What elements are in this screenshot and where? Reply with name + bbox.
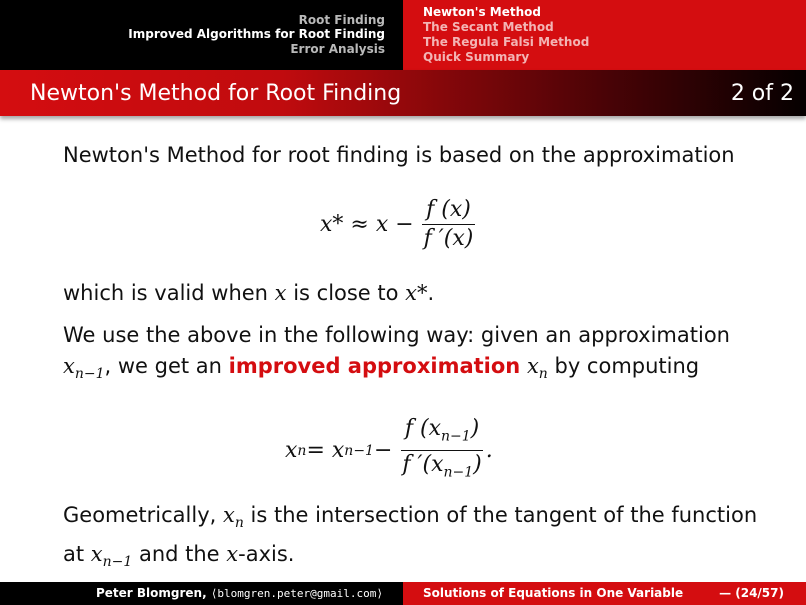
footer-page-number: — (24/57) <box>719 586 784 600</box>
math-sub: n <box>234 515 244 532</box>
footer-author-block <box>0 582 403 605</box>
math-sub: n−1 <box>74 366 105 383</box>
highlight-improved-approximation: improved approximation <box>228 354 521 378</box>
equation-newton-iteration <box>285 415 493 487</box>
text: is close to <box>286 281 406 305</box>
text: . <box>427 281 435 305</box>
nav-sub-newtons-method[interactable]: Newton's Method <box>423 5 541 19</box>
footer-bar <box>0 582 806 605</box>
footer-author <box>96 586 383 600</box>
nav-sub-regula-falsi[interactable]: The Regula Falsi Method <box>423 35 590 49</box>
eq2-fraction <box>398 415 485 487</box>
paragraph-validity <box>63 278 763 309</box>
text: and the <box>132 542 227 567</box>
math-x: x <box>90 542 103 567</box>
nav-section-error-analysis[interactable]: Error Analysis <box>290 42 385 56</box>
text-line: We use the above in the following way: given an approximation <box>63 323 730 347</box>
text <box>520 354 527 378</box>
paragraph-intro: Newton's Method for root finding is based on the approximation <box>63 143 735 167</box>
eq2-mid: = x <box>306 438 345 464</box>
text: by computing <box>547 354 700 378</box>
subsection-nav <box>403 0 806 70</box>
eq2-period: . <box>485 438 493 464</box>
eq2-lhs-sub: n <box>297 442 307 459</box>
eq2-lhs: x <box>285 438 298 464</box>
footer-topic-block <box>403 582 806 605</box>
math-sub: n−1 <box>102 554 133 571</box>
math-x: x <box>222 503 235 527</box>
header-nav <box>0 0 806 70</box>
math-x: x <box>226 542 239 567</box>
math-sub: n <box>538 366 548 383</box>
footer-topic: Solutions of Equations in One Variable <box>423 586 684 600</box>
nav-sub-secant-method[interactable]: The Secant Method <box>423 20 554 34</box>
eq1-fraction <box>420 196 478 253</box>
frame-page-count: 2 of 2 <box>730 81 794 106</box>
paragraph-iteration <box>63 320 763 390</box>
math-x: x <box>63 354 75 378</box>
text: is the intersection of the tangent of the function <box>243 503 758 527</box>
slide-body <box>63 140 763 171</box>
frame-title: Newton's Method for Root Finding <box>30 81 402 106</box>
eq1-numerator: f (x) <box>422 196 475 225</box>
text: at <box>63 542 91 567</box>
eq2-minus: − <box>373 438 393 464</box>
text: which is valid when <box>63 281 275 305</box>
frame-title-bar <box>0 70 806 116</box>
author-email[interactable]: ⟨blomgren.peter@gmail.com⟩ <box>210 587 383 600</box>
text: , we get an <box>104 354 229 378</box>
section-nav <box>0 0 403 70</box>
text: Geometrically, <box>63 503 223 527</box>
equation-newton-approx <box>320 196 477 253</box>
nav-sub-quick-summary[interactable]: Quick Summary <box>423 50 530 64</box>
math-x: x <box>526 354 539 378</box>
math-xstar: x* <box>405 281 428 305</box>
eq1-lhs: x* ≈ x − <box>320 212 414 237</box>
paragraph-geometric <box>63 500 763 578</box>
nav-section-root-finding[interactable]: Root Finding <box>298 13 385 27</box>
nav-section-improved-algorithms[interactable]: Improved Algorithms for Root Finding <box>128 27 385 41</box>
eq2-mid-sub: n−1 <box>344 442 374 459</box>
author-name: Peter Blomgren, <box>95 586 211 600</box>
math-x: x <box>274 281 287 305</box>
eq2-numerator: f $(x_{n-1})$ <box>401 415 483 451</box>
eq2-denominator: f $'(x_{n-1})$ <box>402 452 482 481</box>
eq1-denominator: f ′(x) <box>423 226 474 251</box>
text: -axis. <box>238 542 295 567</box>
